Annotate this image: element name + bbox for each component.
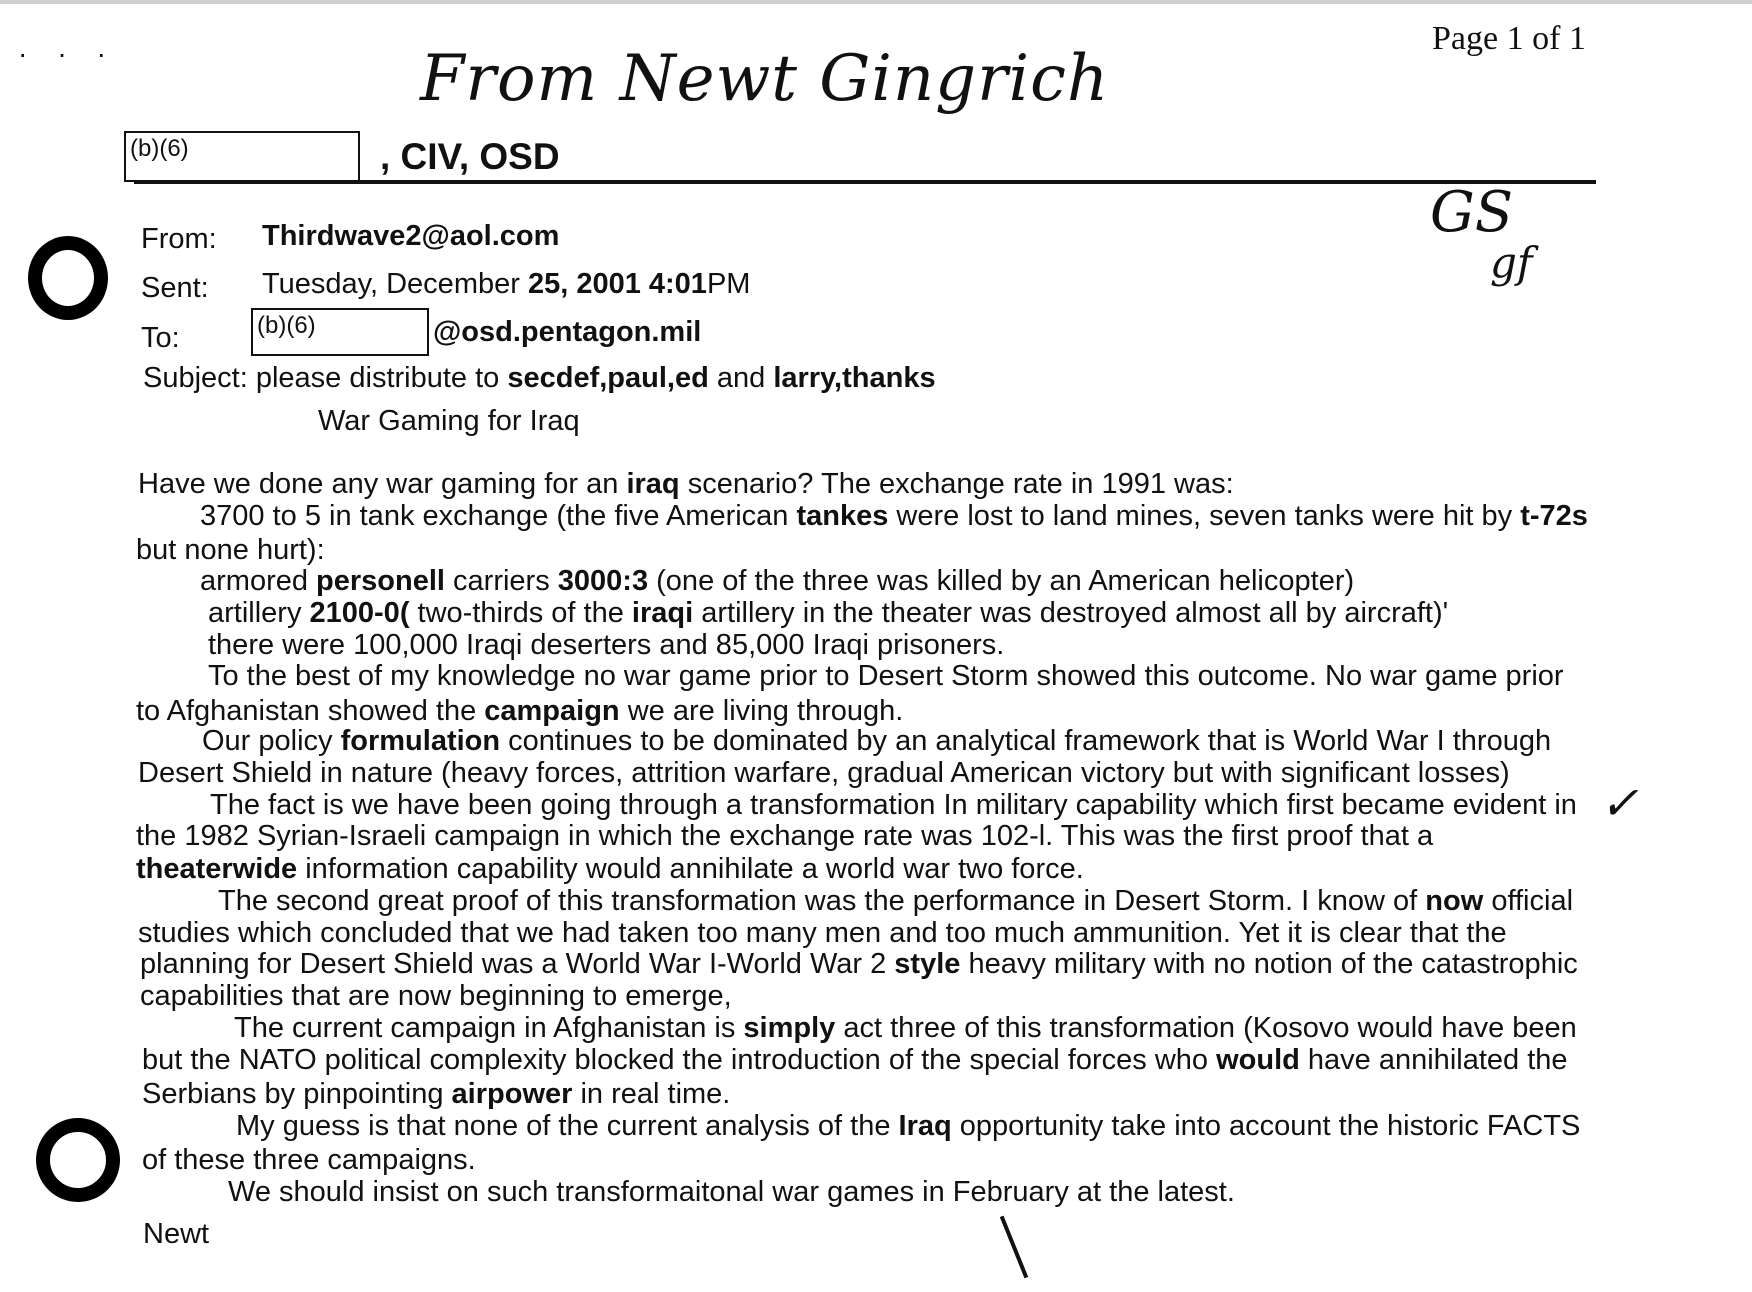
text-run-bold: airpower	[451, 1078, 573, 1110]
body-line	[236, 1110, 1580, 1143]
body-line	[200, 500, 1588, 533]
top-border	[0, 0, 1752, 4]
body-line	[200, 565, 1354, 598]
subject-label: Subject:	[143, 362, 248, 394]
hole-punch-bottom	[36, 1118, 120, 1202]
sent-date	[262, 268, 750, 301]
body-line: studies which concluded that we had taken too many men and too much ammunition. Yet it is clear that the	[138, 917, 1507, 949]
text-run: Serbians by pinpointing	[142, 1078, 452, 1110]
handwritten-note: From Newt Gingrich	[420, 42, 1110, 116]
text-run-bold: now	[1425, 885, 1484, 917]
text-run: artillery	[208, 597, 310, 629]
subject-part-b: secdef,paul,ed	[507, 362, 709, 394]
body-line: there were 100,000 Iraqi deserters and 85,000 Iraqi prisoners.	[208, 629, 1005, 661]
body-line: We should insist on such transformaitonal war games in February at the latest.	[228, 1176, 1235, 1208]
body-line: but none hurt):	[136, 534, 325, 566]
to-label: To:	[141, 322, 180, 354]
text-run-bold: tankes	[796, 500, 889, 532]
to-address: @osd.pentagon.mil	[433, 316, 702, 348]
text-run: continues to be dominated by an analytical framework that is World War I through	[500, 725, 1552, 757]
body-line	[142, 1044, 1568, 1077]
text-run-bold: campaign	[484, 695, 620, 727]
text-run-bold: personell	[316, 565, 445, 597]
text-run: in real time.	[572, 1078, 731, 1110]
text-run: The second great proof of this transformation was the performance in Desert Storm. I know of	[218, 885, 1426, 917]
body-line	[140, 948, 1578, 981]
body-line	[136, 853, 1084, 886]
text-run-bold: style	[894, 948, 961, 980]
text-run-bold: simply	[743, 1012, 836, 1044]
hole-punch-top	[28, 236, 108, 320]
text-run-bold: 2100-0(	[309, 597, 410, 629]
sent-date-part-b: 25, 2001 4:01	[527, 268, 707, 300]
text-run: official	[1483, 885, 1574, 917]
text-run: carriers	[444, 565, 558, 597]
text-run: two-thirds of the	[409, 597, 632, 629]
body-line: To the best of my knowledge no war game prior to Desert Storm showed this outcome. No war game prior	[208, 660, 1564, 692]
subject-title: War Gaming for Iraq	[318, 405, 580, 437]
text-run: Have we done any war gaming for an	[138, 468, 627, 500]
margin-annotation-2: gf	[1490, 238, 1533, 287]
text-run-bold: Iraq	[898, 1110, 952, 1142]
text-run: planning for Desert Shield was a World War I-World War 2	[140, 948, 895, 980]
text-run: armored	[200, 565, 317, 597]
text-run: information capability would annihilate a world war two force.	[297, 853, 1084, 885]
body-line: the 1982 Syrian-Israeli campaign in which the exchange rate was 102-l. This was the first proof that a	[136, 820, 1434, 852]
text-run: artillery in the theater was destroyed almost all by aircraft)'	[693, 597, 1449, 629]
text-run: act three of this transformation (Kosovo would have been	[835, 1012, 1577, 1044]
sent-label: Sent:	[141, 272, 209, 304]
text-run: heavy military with no notion of the catastrophic	[960, 948, 1578, 980]
body-line: The fact is we have been going through a transformation In military capability which first became evident in	[210, 789, 1577, 821]
subject-part-c: and	[708, 362, 774, 394]
subject-line	[143, 362, 936, 395]
from-label: From:	[141, 223, 217, 255]
text-run-bold: would	[1216, 1044, 1300, 1076]
body-line	[234, 1012, 1577, 1045]
pen-stroke	[1000, 1216, 1028, 1279]
text-run: The current campaign in Afghanistan is	[234, 1012, 744, 1044]
body-line: capabilities that are now beginning to emerge,	[140, 980, 732, 1012]
body-line: of these three campaigns.	[142, 1144, 476, 1176]
text-run-bold: 3000:3	[557, 565, 649, 597]
sent-date-part-c: PM	[706, 268, 751, 300]
text-run: but the NATO political complexity blocked the introduction of the special forces who	[142, 1044, 1217, 1076]
text-run: to Afghanistan showed the	[136, 695, 485, 727]
subject-part-d: larry,thanks	[773, 362, 936, 394]
body-line	[202, 725, 1551, 758]
text-run-bold: theaterwide	[136, 853, 298, 885]
text-run: opportunity take into account the historic FACTS	[951, 1110, 1581, 1142]
subject-part-a: please distribute to	[247, 362, 508, 394]
redaction-box-to: (b)(6)	[251, 308, 429, 356]
text-run: we are living through.	[619, 695, 904, 727]
text-run-bold: formulation	[340, 725, 501, 757]
text-run: were lost to land mines, seven tanks were hit by	[888, 500, 1521, 532]
text-run: My guess is that none of the current analysis of the	[236, 1110, 899, 1142]
redaction-box-recipient: (b)(6)	[124, 131, 360, 182]
text-run: 3700 to 5 in tank exchange (the five American	[200, 500, 797, 532]
page-number: Page 1 of 1	[1432, 20, 1586, 57]
body-line	[136, 695, 903, 728]
body-line: Desert Shield in nature (heavy forces, attrition warfare, gradual American victory but with significant losses)	[138, 757, 1510, 789]
signature: Newt	[143, 1218, 210, 1250]
text-run: scenario? The exchange rate in 1991 was:	[679, 468, 1234, 500]
text-run-bold: t-72s	[1520, 500, 1588, 532]
text-run: have annihilated the	[1299, 1044, 1568, 1076]
sent-date-part-a: Tuesday, December	[262, 268, 528, 300]
text-run-bold: iraq	[626, 468, 680, 500]
checkmark-icon: ✓	[1600, 776, 1639, 830]
recipient-suffix: , CIV, OSD	[380, 136, 560, 177]
margin-annotation: GS	[1430, 180, 1514, 245]
scan-specks: ···	[18, 38, 136, 69]
text-run-bold: iraqi	[631, 597, 694, 629]
body-line	[142, 1078, 730, 1111]
body-line	[208, 597, 1448, 630]
from-address: Thirdwave2@aol.com	[262, 220, 560, 252]
text-run: (one of the three was killed by an American helicopter)	[648, 565, 1355, 597]
body-line	[218, 885, 1573, 918]
header-rule	[134, 180, 1596, 184]
body-line	[138, 468, 1234, 501]
text-run: Our policy	[202, 725, 341, 757]
